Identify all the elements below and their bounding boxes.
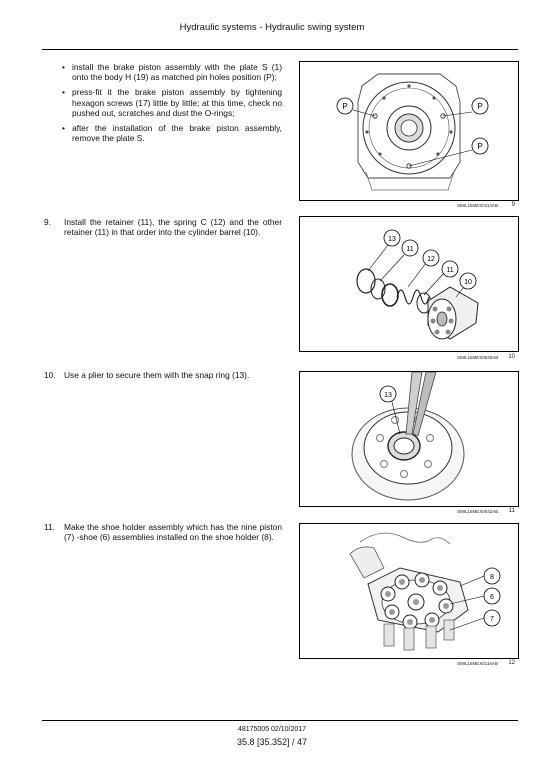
callout-p [337,98,353,114]
step-number: 10. [44,370,56,380]
callout-7 [484,610,500,626]
step-9 [44,217,282,237]
step-number: 9. [44,217,51,227]
step-10 [44,370,282,380]
svg-text:6: 6 [490,594,494,601]
callout-11 [402,240,418,256]
header-rule [42,49,518,50]
list-item [62,87,282,118]
svg-text:P: P [477,142,483,151]
figure-shoe-holder [299,523,519,659]
bullet-text: press-fit it the brake piston assembly by tightening hexagon screws (17) little by little; at this time, check no pushed out, scratches and dust the O-rings; [72,87,282,118]
callout-12 [423,250,439,266]
svg-text:11: 11 [406,246,414,253]
callout-10 [460,273,476,289]
bullet-icon: • [62,123,65,134]
figure-code: SMIL16MEX0040AB [457,355,499,360]
callout-6 [484,588,500,604]
figure-number: 11 [508,508,515,514]
svg-text:13: 13 [384,392,392,399]
page-number: 35.8 [35.352] / 47 [236,737,308,747]
bullet-icon: • [62,87,65,98]
page-header: Hydraulic systems - Hydraulic swing system [179,22,365,33]
bullet-icon: • [62,62,65,72]
figure-code: SMIL16MEX0114AB [457,203,498,208]
bullet-text: install the brake piston assembly with the plate S (1) onto the body H (19) as matched pin holes position (P); [72,62,282,83]
svg-text:13: 13 [388,236,396,243]
figure-code: SMIL16MEX0042AB [457,509,499,514]
svg-text:P: P [342,102,348,111]
document-id: 48175005 02/10/2017 [237,726,307,733]
callout-11 [442,261,458,277]
list-item [62,123,282,143]
callout-13 [380,386,396,402]
list-item [62,62,282,82]
callout-p [472,98,488,114]
footer-rule [42,720,518,721]
svg-text:8: 8 [490,574,494,581]
svg-text:11: 11 [446,267,454,274]
retainer-spring-illustration [300,217,518,351]
figure-number: 12 [508,660,515,666]
step-text: Install the retainer (11), the spring C (12) and the other retainer (11) in that order into the cylinder barrel (10). [64,217,282,238]
svg-text:7: 7 [490,616,494,623]
step-number: 11. [44,522,56,532]
shoe-holder-illustration [300,524,518,658]
svg-text:P: P [477,102,483,111]
figure-code: SMIL16MEX0115AB [457,661,498,666]
step-text: Use a plier to secure them with the snap ring (13). [64,370,250,380]
bullet-text: after the installation of the brake piston assembly, remove the plate S. [72,123,282,144]
step-text: Make the shoe holder assembly which has the nine piston (7) -shoe (6) assemblies installed on the shoe holder (8). [64,522,282,543]
svg-text:12: 12 [427,256,435,263]
figure-number: 9 [511,202,515,208]
brake-body-illustration [300,62,518,200]
callout-13 [384,230,400,246]
snap-ring-illustration [300,372,518,506]
figure-retainer-spring [299,216,519,352]
figure-brake-body [299,61,519,201]
callout-p [472,138,488,154]
svg-text:10: 10 [464,279,472,286]
callout-8 [484,568,500,584]
step-11 [44,522,282,542]
figure-number: 10 [508,354,515,360]
figure-snap-ring [299,371,519,507]
brake-piston-instructions [62,62,282,148]
